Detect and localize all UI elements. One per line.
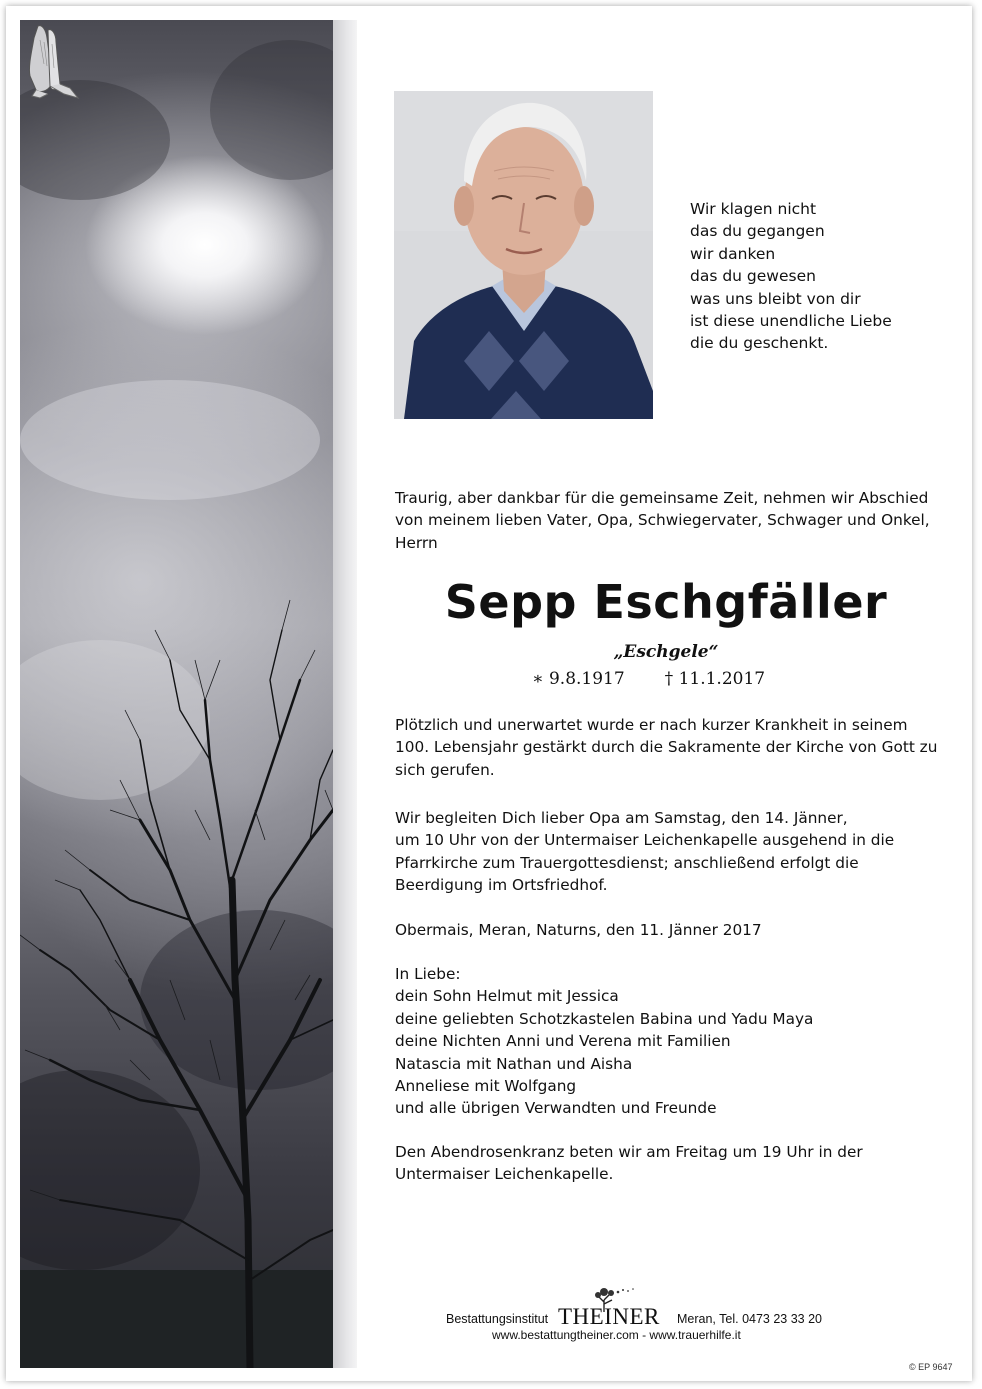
- portrait-photo: [394, 91, 653, 419]
- poem-line: was uns bleibt von dir: [690, 289, 861, 308]
- death-notice-paragraph: [395, 714, 940, 781]
- poem-line: das du gewesen: [690, 267, 816, 286]
- birth-symbol: ∗: [532, 669, 544, 689]
- deceased-nickname: „Eschgele“: [613, 642, 719, 662]
- mourner-line: dein Sohn Helmut mit Jessica: [395, 987, 619, 1006]
- contact-info: Meran, Tel. 0473 23 33 20: [677, 1312, 823, 1326]
- paragraph-line: Untermaiser Leichenkapelle.: [395, 1165, 614, 1184]
- paragraph-line: Pfarrkirche zum Trauergottesdienst; anschließend erfolgt die: [395, 853, 859, 872]
- mourners-list: [395, 963, 940, 1120]
- intro-line: von meinem lieben Vater, Opa, Schwiegervater, Schwager und Onkel,: [395, 511, 930, 530]
- poem-line: Wir klagen nicht: [690, 200, 817, 218]
- reference-code: © EP 9647: [909, 1362, 953, 1372]
- paragraph-line: Plötzlich und unerwartet wurde er nach kurzer Krankheit in seinem: [395, 716, 908, 734]
- place-date: [395, 919, 940, 941]
- photo-side-band: [333, 20, 357, 1368]
- paragraph-line: Den Abendrosenkranz beten wir am Freitag um 19 Uhr in der: [395, 1143, 863, 1161]
- paragraph-line: um 10 Uhr von der Untermaiser Leichenkapelle ausgehend in die: [395, 831, 895, 850]
- institute-label: Bestattungsinstitut: [446, 1312, 549, 1326]
- theiner-logo-text: THEINER: [558, 1304, 660, 1329]
- bare-tree-silhouette: [20, 20, 333, 1368]
- mourner-line: Anneliese mit Wolfgang: [395, 1077, 577, 1096]
- mourner-line: deine Nichten Anni und Verena mit Familien: [395, 1032, 731, 1051]
- paragraph-line: Wir begleiten Dich lieber Opa am Samstag, den 14. Jänner,: [395, 809, 848, 827]
- rosary-paragraph: [395, 1141, 940, 1186]
- websites: www.bestattungtheiner.com - www.trauerhilfe.it: [492, 1328, 741, 1342]
- praying-hands-icon: [20, 20, 82, 100]
- mourner-line: In Liebe:: [395, 965, 461, 983]
- poem-line: die du geschenkt.: [690, 334, 829, 353]
- birth-date: 9.8.1917: [548, 669, 625, 689]
- paragraph-line: sich gerufen.: [395, 760, 495, 779]
- intro-text: [395, 487, 935, 554]
- mourner-line: und alle übrigen Verwandten und Freunde: [395, 1099, 717, 1118]
- paragraph-line: 100. Lebensjahr gestärkt durch die Sakramente der Kirche von Gott zu: [395, 738, 938, 757]
- deceased-name: Sepp Eschgfäller: [444, 575, 888, 629]
- intro-line: Herrn: [395, 533, 438, 552]
- sky-photo: [20, 20, 333, 1368]
- poem: [690, 198, 940, 355]
- mourner-line: deine geliebten Schotzkastelen Babina und Yadu Maya: [395, 1009, 814, 1028]
- intro-line: Traurig, aber dankbar für die gemeinsame Zeit, nehmen wir Abschied: [395, 489, 929, 507]
- life-dates: [532, 666, 812, 692]
- funeral-paragraph: [395, 807, 940, 897]
- poem-line: ist diese unendliche Liebe: [690, 312, 892, 331]
- paragraph-line: Beerdigung im Ortsfriedhof.: [395, 876, 608, 895]
- mourner-line: Natascia mit Nathan und Aisha: [395, 1054, 633, 1073]
- poem-line: das du gegangen: [690, 222, 825, 241]
- poem-line: wir danken: [690, 244, 776, 263]
- death-symbol: †: [664, 669, 674, 689]
- death-date: 11.1.2017: [678, 669, 766, 689]
- place-date-line: Obermais, Meran, Naturns, den 11. Jänner 2017: [395, 921, 762, 939]
